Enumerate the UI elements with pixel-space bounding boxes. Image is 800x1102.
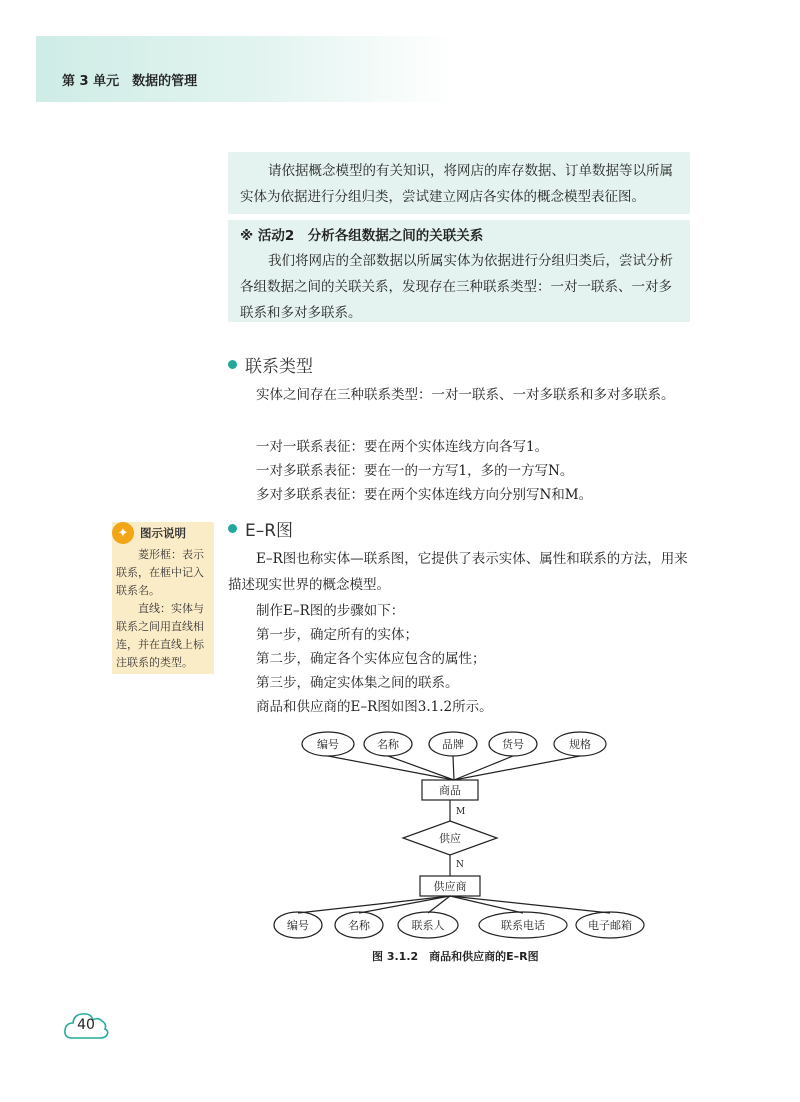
entity-label: 供应商 <box>433 880 467 893</box>
note-paragraph: 直线：实体与联系之间用直线相连，并在直线上标注联系的类型。 <box>116 602 204 669</box>
attribute-label: 编号 <box>317 738 339 751</box>
unit-title: 第 3 单元 数据的管理 <box>62 74 198 89</box>
attribute-node <box>489 732 537 756</box>
attribute-label: 电子邮箱 <box>588 919 632 932</box>
attribute-label: 联系人 <box>411 919 445 932</box>
note-paragraph: 菱形框：表示联系，在框中记入联系名。 <box>116 548 204 597</box>
relation-intro: 实体之间存在三种联系类型：一对一联系、一对多联系和多对多联系。 <box>256 387 675 403</box>
relationship-label: 供应 <box>439 832 461 845</box>
side-note <box>112 522 214 674</box>
relation-line: 多对多联系表征：要在两个实体连线方向分别写N和M。 <box>256 487 593 503</box>
er-step: 第一步，确定所有的实体； <box>256 627 418 643</box>
connector-line <box>450 896 523 913</box>
cardinality-label: N <box>456 860 464 870</box>
er-intro: E–R图也称实体—联系图，它提供了表示实体、属性和联系的方法，用来描述现实世界的概念模型。 <box>228 551 688 593</box>
task-box <box>228 152 690 214</box>
er-diagram <box>260 728 660 946</box>
attribute-label: 名称 <box>348 919 370 932</box>
bullet-icon <box>228 360 237 369</box>
attribute-label: 联系电话 <box>501 919 545 932</box>
attribute-node <box>576 912 644 938</box>
attribute-node <box>429 732 477 756</box>
connector-line <box>388 756 454 780</box>
activity-text: 我们将网店的全部数据以所属实体为依据进行分组归类后，尝试分析各组数据之间的关联关系，发现存在三种联系类型：一对一联系、一对多联系和多对多联系。 <box>240 253 673 321</box>
attribute-node <box>335 912 383 938</box>
section-title-text: E–R图 <box>245 521 294 541</box>
relation-line: 一对多联系表征：要在一的一方写1，多的一方写N。 <box>256 463 574 479</box>
note-title: 图示说明 <box>140 526 186 540</box>
entity-node <box>422 780 478 800</box>
connector-line <box>454 756 580 780</box>
connector-line <box>454 756 513 780</box>
attribute-node <box>302 732 354 756</box>
er-step: 第二步，确定各个实体应包含的属性； <box>256 651 486 667</box>
entity-node <box>420 876 480 896</box>
er-step: 制作E–R图的步骤如下： <box>256 603 405 619</box>
attribute-label: 货号 <box>502 738 524 751</box>
section-title-text: 联系类型 <box>245 357 313 377</box>
note-body <box>116 546 212 672</box>
er-step: 第三步，确定实体集之间的联系。 <box>256 675 459 691</box>
connector-line <box>453 756 454 780</box>
section-title-relation-types <box>228 352 313 377</box>
entity-label: 商品 <box>439 784 461 797</box>
activity-title: ※ 活动2 分析各组数据之间的关联关系 <box>240 228 484 244</box>
cardinality-label: M <box>456 807 466 817</box>
bullet-icon <box>228 524 237 533</box>
figure-caption: 图 3.1.2 商品和供应商的E–R图 <box>372 950 539 963</box>
section-title-er <box>228 516 293 541</box>
relation-line: 一对一联系表征：要在两个实体连线方向各写1。 <box>256 439 549 455</box>
connector-line <box>328 756 454 780</box>
activity-box <box>228 220 690 322</box>
attribute-node <box>274 912 322 938</box>
note-header <box>112 522 186 544</box>
attribute-node <box>398 912 458 938</box>
attribute-node <box>364 732 412 756</box>
er-step: 商品和供应商的E–R图如图3.1.2所示。 <box>256 699 493 715</box>
attribute-label: 名称 <box>377 738 399 751</box>
lightbulb-icon: ✦ <box>112 522 134 544</box>
page-number: 40 <box>77 1017 95 1033</box>
page-number-badge <box>62 1008 110 1042</box>
header-band <box>36 36 456 102</box>
attribute-label: 规格 <box>569 738 591 751</box>
attribute-label: 编号 <box>287 919 309 932</box>
connector-line <box>450 896 610 913</box>
attribute-node <box>554 732 606 756</box>
attribute-label: 品牌 <box>442 738 464 751</box>
attribute-node <box>479 912 567 938</box>
relationship-node <box>403 821 497 855</box>
task-text: 请依据概念模型的有关知识，将网店的库存数据、订单数据等以所属实体为依据进行分组归类，尝试建立网店各实体的概念模型表征图。 <box>240 163 673 205</box>
